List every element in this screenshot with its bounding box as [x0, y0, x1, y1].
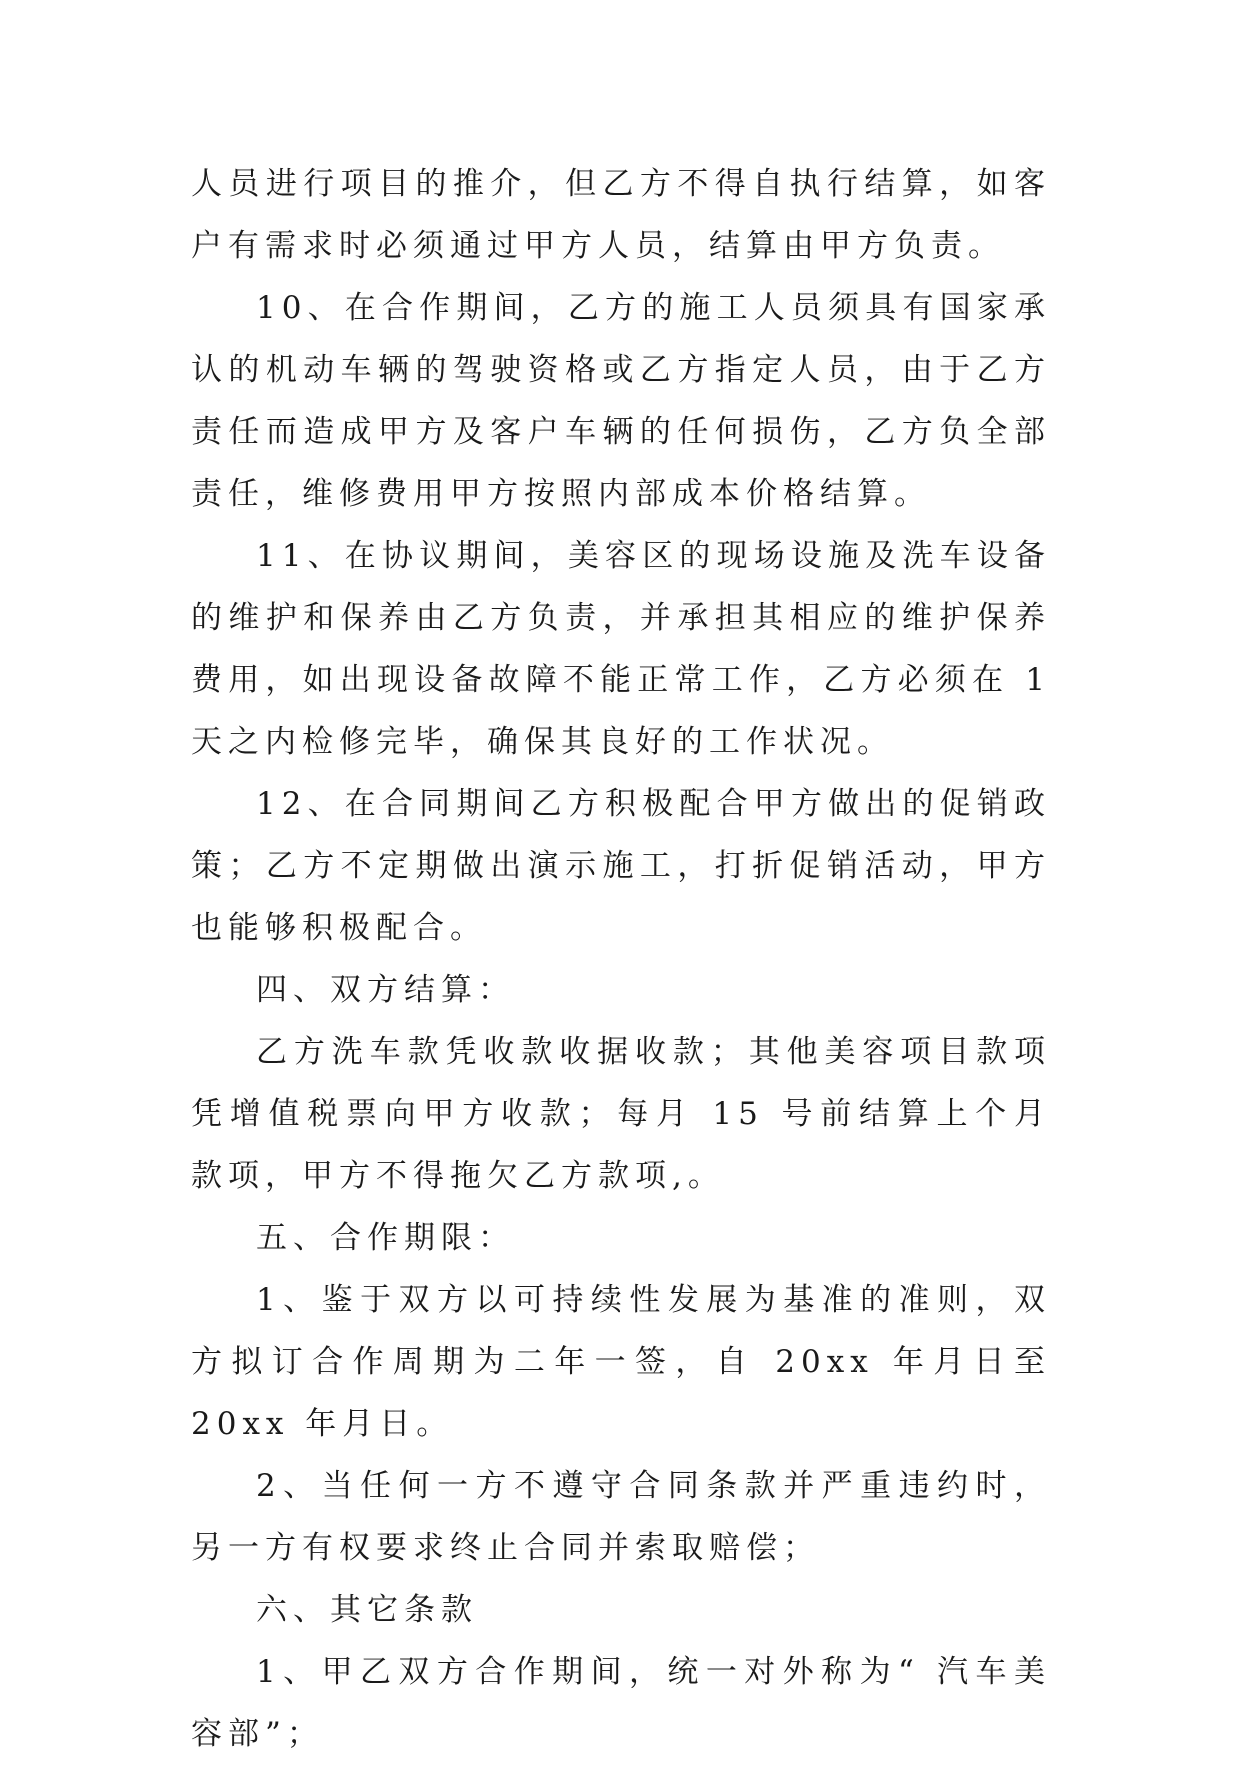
- paragraph-term-1: 1、鉴于双方以可持续性发展为基准的准则，双方拟订合作周期为二年一签，自 20xx 年月日至 20xx 年月日。: [191, 1282, 1051, 1442]
- paragraph-other-1: 1、甲乙双方合作期间，统一对外称为“ 汽车美容部”；: [191, 1654, 1051, 1752]
- section-heading-other: 六、其它条款: [256, 1592, 478, 1628]
- document-body: [191, 153, 1051, 1765]
- section-heading-term: 五、合作期限：: [256, 1220, 515, 1256]
- paragraph-clause-11: 11、在协议期间，美容区的现场设施及洗车设备的维护和保养由乙方负责，并承担其相应的维护保养费用，如出现设备故障不能正常工作，乙方必须在 1 天之内检修完毕，确保其良好的工作状况。: [191, 538, 1051, 760]
- paragraph-term-2: 2、当任何一方不遵守合同条款并严重违约时，另一方有权要求终止合同并索取赔偿；: [191, 1468, 1051, 1566]
- paragraph-clause-12: 12、在合同期间乙方积极配合甲方做出的促销政策；乙方不定期做出演示施工，打折促销活动，甲方也能够积极配合。: [191, 786, 1051, 946]
- paragraph-continuation: 人员进行项目的推介，但乙方不得自执行结算，如客户有需求时必须通过甲方人员，结算由甲方负责。: [191, 166, 1051, 264]
- paragraph-settlement: 乙方洗车款凭收款收据收款；其他美容项目款项凭增值税票向甲方收款；每月 15 号前结算上个月款项，甲方不得拖欠乙方款项,。: [191, 1034, 1051, 1194]
- section-heading-settlement: 四、双方结算：: [256, 972, 515, 1008]
- paragraph-clause-10: 10、在合作期间，乙方的施工人员须具有国家承认的机动车辆的驾驶资格或乙方指定人员，由于乙方责任而造成甲方及客户车辆的任何损伤，乙方负全部责任，维修费用甲方按照内部成本价格结算。: [191, 290, 1051, 512]
